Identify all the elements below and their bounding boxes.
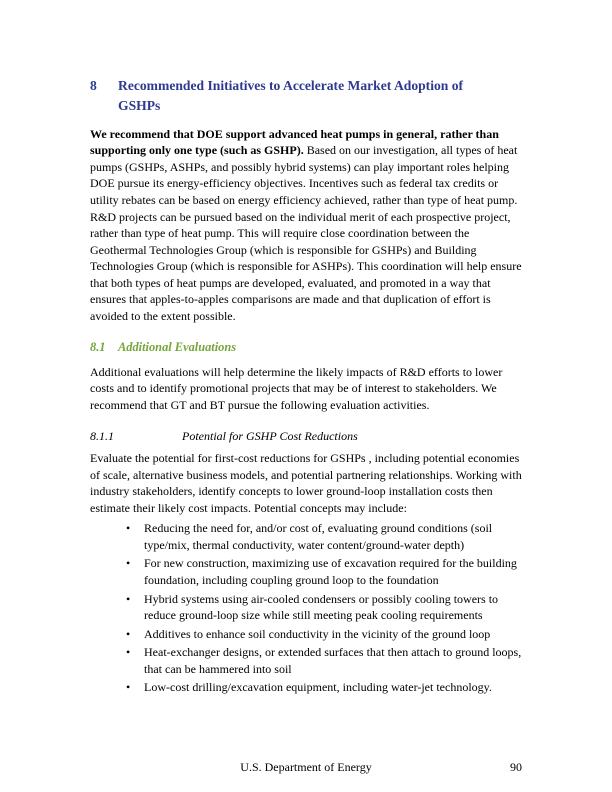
bullet-icon: • [126,680,131,695]
section-8-1-1-paragraph: Evaluate the potential for first-cost reductions for GSHPs , including potential economies of scale, alternative business models, and potential partnering relationships. Working with industry stakeholders, identify concepts to lower ground-loop installation costs then estimate their likely cost impacts. Potential concepts may include: [90,451,522,515]
bullet-list [90,520,524,695]
list-item [90,591,524,624]
list-item [90,679,524,696]
list-item [90,520,524,553]
bullet-icon: • [126,645,131,660]
bullet-icon: • [126,591,131,606]
list-item [90,644,524,677]
section-heading-8-1 [90,339,524,356]
heading-8-1-title: Additional Evaluations [118,340,237,355]
bullet-icon: • [126,521,131,536]
intro-bold-lead: We recommend that DOE support advanced heat pumps in general, rather than supporting only one type (such as GSHP). [90,126,499,158]
heading-8-title [118,76,463,117]
page-number: 90 [510,760,522,775]
list-item-text: Heat-exchanger designs, or extended surfaces that then attach to ground loops, that can be hammered into soil [144,645,522,676]
list-item-text: Additives to enhance soil conductivity in the vicinity of the ground loop [144,626,491,641]
page-content [90,76,524,698]
list-item-text: Reducing the need for, and/or cost of, evaluating ground conditions (soil type/mix, thermal conductivity, water content/ground-water depth) [144,521,493,552]
list-item [90,555,524,588]
heading-8-1-number: 8.1 [90,340,106,355]
heading-8-number: 8 [90,78,97,93]
list-item-text: Hybrid systems using air-cooled condensers or possibly cooling towers to reduce ground-loop size while still meeting peak cooling requirements [144,591,499,623]
list-item-text: Low-cost drilling/excavation equipment, including water-jet technology. [144,680,492,695]
bullet-icon: • [126,556,131,571]
intro-paragraph [90,126,524,325]
heading-8-title-line1: Recommended Initiatives to Accelerate Market Adoption of [118,78,464,93]
list-item [90,626,524,643]
heading-8-1-1-title: Potential for GSHP Cost Reductions [182,429,358,444]
heading-8-1-1-number: 8.1.1 [90,429,114,444]
page-footer [90,760,522,776]
section-heading-8-1-1 [90,428,524,445]
bullet-icon: • [126,626,131,641]
intro-body-text: Based on our investigation, all types of heat pumps (GSHPs, ASHPs, and possibly hybrid systems) can play important roles helping DOE pursue its energy-efficiency objectives. Incentives such as federal tax credits or utility rebates can be based on energy efficiency achieved, rather than type of heat pump. R&D projects can be pursued based on the individual merit of each prospective project, rather than type of heat pump. This will require close coordination between the Geothermal Technologies Group (which is responsible for GSHPs) and Building Technologies Group (which is responsible for ASHPs). This coordination will help ensure that both types of heat pumps are developed, evaluated, and promoted in a way that ensures that apples-to-apples comparisons are made and that duplication of effort is avoided to the extent possible. [90,143,522,323]
footer-text: U.S. Department of Energy [240,760,372,775]
section-8-1-paragraph: Additional evaluations will help determine the likely impacts of R&D efforts to lower costs and to identify promotional projects that may be of interest to stakeholders. We recommend that GT and BT pursue the following evaluation activities. [90,364,503,412]
heading-8-title-line2: GSHPs [118,98,161,114]
section-heading-8 [90,76,524,117]
list-item-text: For new construction, maximizing use of excavation required for the building foundation, including coupling ground loop to the foundation [144,556,517,587]
